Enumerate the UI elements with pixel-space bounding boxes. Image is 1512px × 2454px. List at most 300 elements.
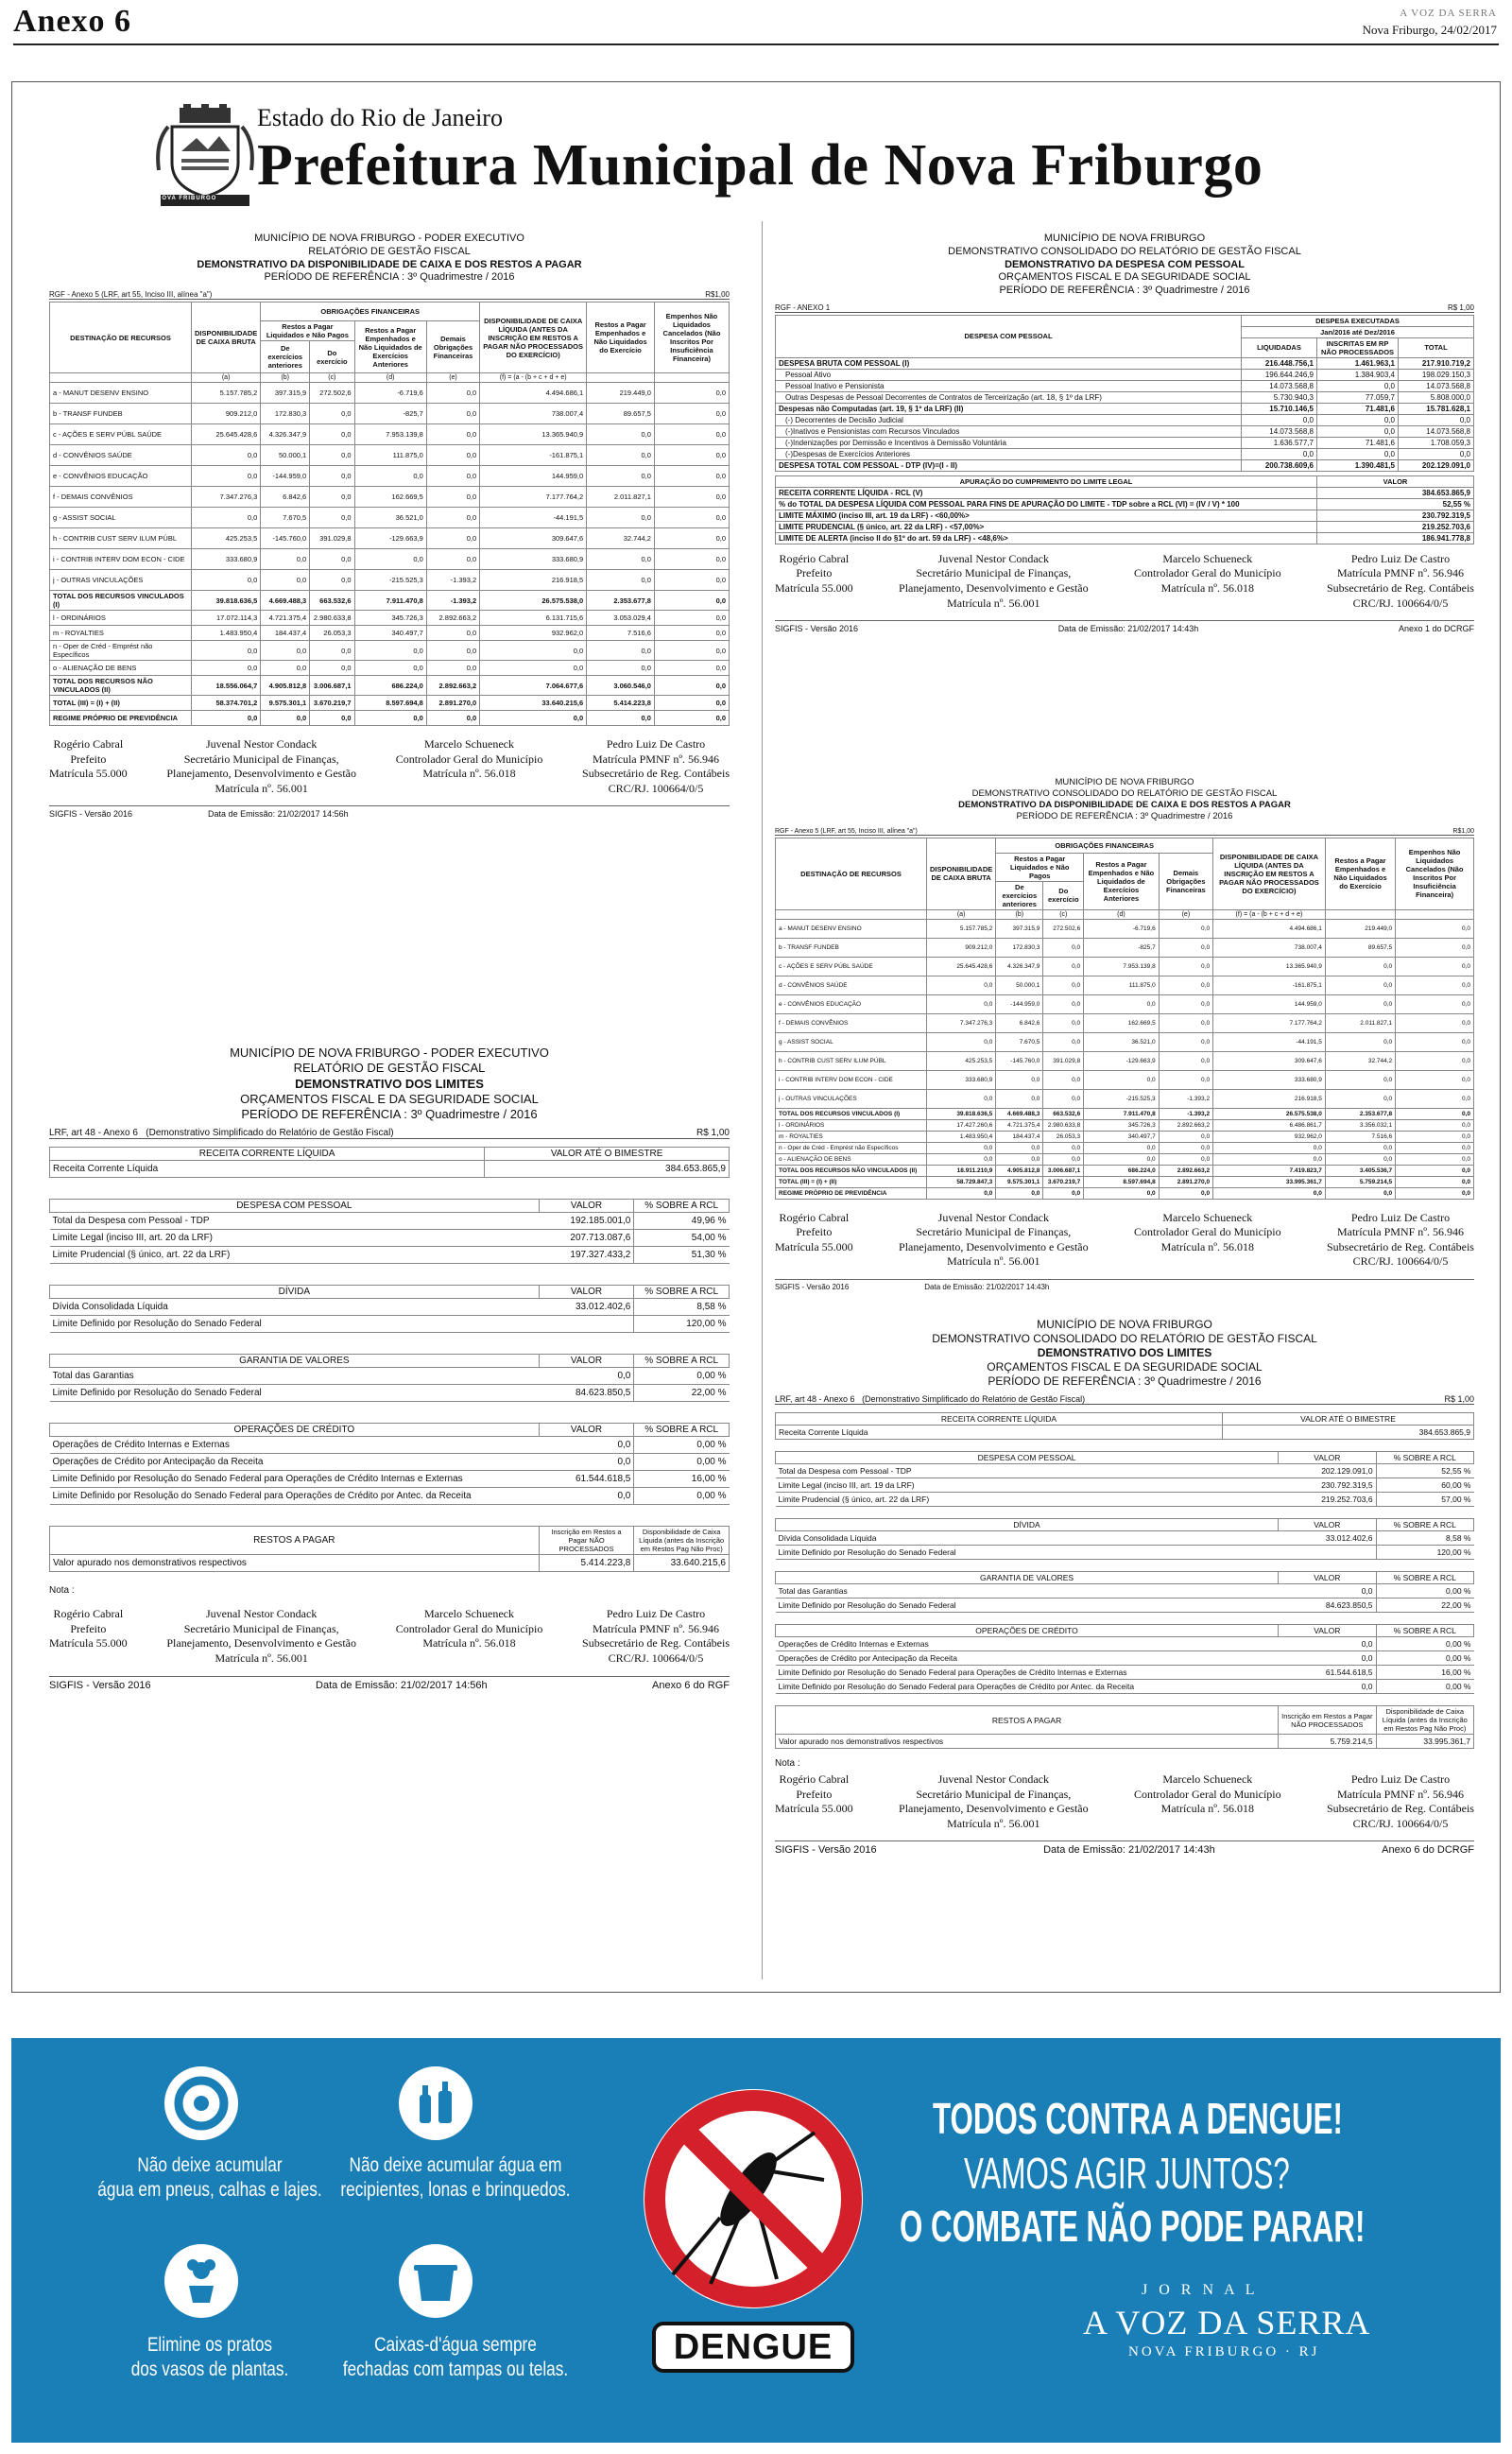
jornal-label: J O R N A L bbox=[1142, 2282, 1259, 2298]
cell-value: 0,0 bbox=[261, 570, 310, 591]
table-row bbox=[776, 369, 1474, 380]
cell-value: 2.980.633,8 bbox=[310, 611, 354, 626]
header-row bbox=[50, 1355, 730, 1368]
slogan-line-1: TODOS CONTRA A DENGUE! bbox=[933, 2094, 1343, 2143]
col-header: DESPESA COM PESSOAL bbox=[776, 1452, 1279, 1464]
cell-value: 61.544.618,5 bbox=[539, 1471, 634, 1488]
cell-value: 909.212,0 bbox=[927, 938, 996, 957]
letter-cell: (c) bbox=[1043, 909, 1084, 919]
cell-value: 4.721.375,4 bbox=[261, 611, 310, 626]
signature-secretario: Juvenal Nestor Condack Secretário Municipal de Finanças, Planejamento, Desenvolvimento e Gestão Matrícula nº. 56.001 bbox=[166, 1607, 356, 1666]
cell-value: 7.516,6 bbox=[587, 626, 655, 641]
cell-value: 4.669.488,3 bbox=[261, 591, 310, 611]
footer-emission-date: Data de Emissão: 21/02/2017 14:56h bbox=[316, 1679, 488, 1691]
row-label: Despesas não Computadas (art. 19, § 1º da LRF) (II) bbox=[776, 403, 1242, 414]
header-row bbox=[776, 1572, 1474, 1584]
col-header: Empenhos Não Liquidados Cancelados (Não Inscritos Por Insuficiência Financeira) bbox=[654, 302, 729, 373]
cell-value: 0,0 bbox=[1396, 1032, 1474, 1051]
table-row bbox=[50, 1471, 730, 1488]
cell-value: 111.875,0 bbox=[1084, 976, 1160, 994]
signature-controlador: Marcelo Schueneck Controlador Geral do Município Matrícula nº. 56.018 bbox=[1134, 1210, 1281, 1253]
col-header: Restos a Pagar Empenhados e Não Liquidados do Exercício bbox=[587, 302, 655, 373]
cell-value: 397.315,9 bbox=[261, 383, 310, 404]
row-label: Limite Prudencial (§ único, art. 22 da LRF) bbox=[50, 1247, 540, 1264]
cell-value: 0,0 bbox=[654, 611, 729, 626]
cell-value: 0,0 bbox=[1159, 1153, 1212, 1165]
cell-value: 0,0 bbox=[1159, 1051, 1212, 1070]
cell-value: 1.390.481,5 bbox=[1317, 459, 1399, 471]
cell-value: 0,0 bbox=[1084, 1070, 1160, 1089]
cell-value: 0,00 % bbox=[1376, 1637, 1473, 1651]
cell-value: 52,55 % bbox=[1317, 498, 1474, 510]
cell-value: 0,0 bbox=[480, 711, 587, 726]
row-label: d - CONVÊNIOS SAÚDE bbox=[50, 445, 192, 466]
cell-value: 216.448.756,1 bbox=[1242, 357, 1317, 369]
cell-value: -44.191,5 bbox=[480, 508, 587, 528]
note-label: Nota : bbox=[49, 1585, 75, 1597]
cell-value: -825,7 bbox=[1084, 938, 1160, 957]
col-header: VALOR bbox=[539, 1200, 634, 1213]
col-header: Jan/2016 até Dez/2016 bbox=[1242, 326, 1474, 337]
cell-value: 0,0 bbox=[1396, 1176, 1474, 1187]
row-label: h - CONTRIB CUST SERV ILUM PÚBL bbox=[50, 528, 192, 549]
table-row bbox=[776, 1089, 1474, 1108]
cell-value: 9.575.301,1 bbox=[996, 1176, 1043, 1187]
header-line: MUNICÍPIO DE NOVA FRIBURGO bbox=[1043, 233, 1206, 244]
restos-table bbox=[775, 1705, 1474, 1749]
cell-value: 384.653.865,9 bbox=[1317, 487, 1474, 498]
cell-value: 0,0 bbox=[1396, 1165, 1474, 1176]
cell-value: 219.252.703,6 bbox=[1317, 521, 1474, 532]
row-label: Operações de Crédito Internas e Externas bbox=[776, 1637, 1279, 1651]
bottles-icon bbox=[399, 2066, 472, 2140]
col-header: Restos a Pagar Empenhados e Não Liquidados do Exercício bbox=[1325, 838, 1395, 909]
signature-contador: Pedro Luiz De Castro Matrícula PMNF nº. 56.946 Subsecretário de Reg. Contábeis CRC/RJ. 100664/0/5 bbox=[1327, 1772, 1474, 1830]
cell-value: 0,0 bbox=[539, 1454, 634, 1471]
footer-emission-date: Data de Emissão: 21/02/2017 14:43h bbox=[1043, 1844, 1215, 1857]
table-row bbox=[776, 459, 1474, 471]
cell-value: 0,0 bbox=[1043, 1142, 1084, 1153]
col-header: RESTOS A PAGAR bbox=[776, 1706, 1279, 1735]
newspaper-date: Nova Friburgo, 24/02/2017 bbox=[1362, 23, 1497, 37]
cell-value: 120,00 % bbox=[1376, 1546, 1473, 1560]
row-label: % do TOTAL DA DESPESA LÍQUIDA COM PESSOAL PARA FINS DE APURAÇÃO DO LIMITE - TDP sobre a RCL (VI) = (IV / V) * 100 bbox=[776, 498, 1317, 510]
header-line: ORÇAMENTOS FISCAL E DA SEGURIDADE SOCIAL bbox=[987, 1360, 1263, 1374]
signature-prefeito: Rogério Cabral Prefeito Matrícula 55.000 bbox=[775, 1772, 853, 1816]
table-row bbox=[776, 1108, 1474, 1119]
col-header: Demais Obrigações Financeiras bbox=[1159, 853, 1212, 909]
cell-value: 1.636.577,7 bbox=[1242, 437, 1317, 448]
cell-value: 391.029,8 bbox=[310, 528, 354, 549]
currency-unit: R$ 1,00 bbox=[696, 1128, 730, 1139]
col-header: VALOR bbox=[1317, 475, 1474, 487]
cell-value: 0,0 bbox=[1159, 1187, 1212, 1199]
header-row bbox=[776, 1706, 1474, 1735]
cell-value bbox=[1279, 1546, 1376, 1560]
header-line: MUNICÍPIO DE NOVA FRIBURGO - PODER EXECUTIVO bbox=[230, 1046, 549, 1060]
letter-cell bbox=[776, 909, 927, 919]
cell-value: 0,0 bbox=[654, 424, 729, 445]
cell-value: 230.792.319,5 bbox=[1279, 1478, 1376, 1493]
col-header: % SOBRE A RCL bbox=[634, 1424, 730, 1437]
cell-value: 340.497,7 bbox=[354, 626, 426, 641]
cell-value: 0,00 % bbox=[634, 1488, 730, 1505]
water-tank-icon bbox=[399, 2244, 472, 2318]
cell-value: 219.449,0 bbox=[587, 383, 655, 404]
dengue-campaign-banner bbox=[11, 2038, 1501, 2443]
col-header: VALOR bbox=[1279, 1519, 1376, 1531]
row-label: Limite Definido por Resolução do Senado Federal para Operações de Crédito por Antec. da Receita bbox=[776, 1680, 1279, 1694]
cell-value: 0,0 bbox=[587, 424, 655, 445]
cell-value: -144.959,0 bbox=[261, 466, 310, 487]
cell-value: 217.910.719,2 bbox=[1399, 357, 1474, 369]
cell-value: 0,0 bbox=[192, 445, 261, 466]
cell-value: 0,0 bbox=[426, 383, 479, 404]
cell-value: 33.995.361,7 bbox=[1376, 1735, 1473, 1749]
header-line: PERÍODO DE REFERÊNCIA : 3º Quadrimestre / 2016 bbox=[999, 285, 1250, 296]
cell-value: 0,0 bbox=[1279, 1680, 1376, 1694]
row-label: f - DEMAIS CONVÊNIOS bbox=[50, 487, 192, 508]
cell-value: 309.647,6 bbox=[1213, 1051, 1326, 1070]
letter-cell: (b) bbox=[261, 373, 310, 383]
cell-value: 7.911.470,8 bbox=[354, 591, 426, 611]
signature-secretario: Juvenal Nestor Condack Secretário Municipal de Finanças, Planejamento, Desenvolvimento e Gestão Matrícula nº. 56.001 bbox=[899, 551, 1089, 610]
cell-value: 0,0 bbox=[310, 549, 354, 570]
col-header: Inscrição em Restos a Pagar NÃO PROCESSADOS bbox=[539, 1527, 634, 1555]
table-row bbox=[50, 528, 730, 549]
restos-table bbox=[49, 1526, 730, 1572]
cell-value: -1.393,2 bbox=[426, 570, 479, 591]
header-line: MUNICÍPIO DE NOVA FRIBURGO bbox=[1055, 777, 1194, 787]
cell-value: 184.437,4 bbox=[261, 626, 310, 641]
cell-value: 61.544.618,5 bbox=[1279, 1666, 1376, 1680]
cell-value: -6.719,6 bbox=[1084, 919, 1160, 938]
cell-value: 686.224,0 bbox=[354, 676, 426, 696]
cell-value: 738.007,4 bbox=[480, 404, 587, 424]
cell-value: 0,0 bbox=[927, 1187, 996, 1199]
cell-value: 52,55 % bbox=[1376, 1464, 1473, 1478]
cell-value: 0,0 bbox=[1317, 448, 1399, 459]
col-header: % SOBRE A RCL bbox=[634, 1355, 730, 1368]
slogan-line-2: VAMOS AGIR JUNTOS? bbox=[964, 2149, 1290, 2198]
col-header: % SOBRE A RCL bbox=[634, 1286, 730, 1299]
signatures bbox=[49, 737, 730, 796]
cell-value: 0,0 bbox=[1396, 1119, 1474, 1131]
row-label: Total das Garantias bbox=[776, 1584, 1279, 1599]
cell-value bbox=[539, 1316, 634, 1333]
header-line: DEMONSTRATIVO DA DISPONIBILIDADE DE CAIXA E DOS RESTOS A PAGAR bbox=[958, 799, 1291, 810]
cell-value: 0,0 bbox=[1159, 976, 1212, 994]
cell-value: 33.640.215,6 bbox=[634, 1555, 730, 1572]
cell-value: 26.575.538,0 bbox=[480, 591, 587, 611]
cell-value: 0,0 bbox=[1396, 1089, 1474, 1108]
cell-value: 0,0 bbox=[1325, 1153, 1395, 1165]
cell-value: 0,0 bbox=[996, 1070, 1043, 1089]
col-header: RECEITA CORRENTE LÍQUIDA bbox=[776, 1413, 1223, 1426]
cell-value: 0,0 bbox=[996, 1089, 1043, 1108]
column-divider bbox=[762, 221, 763, 1979]
cell-value: 0,0 bbox=[1159, 1032, 1212, 1051]
cell-value: 0,0 bbox=[539, 1488, 634, 1505]
cell-value: 0,0 bbox=[654, 641, 729, 661]
report-reference: LRF, art 48 - Anexo 6 bbox=[49, 1128, 138, 1139]
slogan-line-3: O COMBATE NÃO PODE PARAR! bbox=[900, 2202, 1366, 2251]
letter-cell: (d) bbox=[354, 373, 426, 383]
cell-value: 0,0 bbox=[192, 661, 261, 676]
row-label: a - MANUT DESENV ENSINO bbox=[50, 383, 192, 404]
cell-value: -144.959,0 bbox=[996, 994, 1043, 1013]
cell-value: 0,0 bbox=[996, 1187, 1043, 1199]
cell-value: 50.000,1 bbox=[261, 445, 310, 466]
tire-icon bbox=[164, 2066, 238, 2140]
col-header: DESPESA EXECUTADAS bbox=[1242, 315, 1474, 326]
cell-value: -1.393,2 bbox=[426, 591, 479, 611]
cell-value: 0,0 bbox=[310, 570, 354, 591]
cell-value: 391.029,8 bbox=[1043, 1051, 1084, 1070]
cell-value: 33.640.215,6 bbox=[480, 696, 587, 711]
cell-value: -129.663,9 bbox=[1084, 1051, 1160, 1070]
cell-value: -161.875,1 bbox=[480, 445, 587, 466]
cell-value: 0,0 bbox=[426, 404, 479, 424]
signatures bbox=[49, 1607, 730, 1666]
row-label: f - DEMAIS CONVÊNIOS bbox=[776, 1013, 927, 1032]
table-row bbox=[776, 1153, 1474, 1165]
row-label: Total da Despesa com Pessoal - TDP bbox=[776, 1464, 1279, 1478]
row-label: o - ALIENAÇÃO DE BENS bbox=[776, 1153, 927, 1165]
cell-value: 6.131.715,6 bbox=[480, 611, 587, 626]
col-header: Do exercício bbox=[1043, 881, 1084, 909]
cell-value: 1.483.950,4 bbox=[192, 626, 261, 641]
cell-value: 0,0 bbox=[1279, 1637, 1376, 1651]
row-label: Operações de Crédito por Antecipação da Receita bbox=[776, 1651, 1279, 1666]
cell-value: 2.892.663,2 bbox=[1159, 1119, 1212, 1131]
cell-value: 0,0 bbox=[1159, 1070, 1212, 1089]
signature-contador: Pedro Luiz De Castro Matrícula PMNF nº. 56.946 Subsecretário de Reg. Contábeis CRC/RJ. 100664/0/5 bbox=[1327, 1210, 1474, 1269]
footer-annex: Anexo 6 do DCRGF bbox=[1382, 1844, 1474, 1857]
cell-value: 33.012.402,6 bbox=[1279, 1531, 1376, 1546]
cell-value: 1.461.963,1 bbox=[1317, 357, 1399, 369]
dengue-label: DENGUE bbox=[673, 2327, 833, 2367]
col-group-header: OBRIGAÇÕES FINANCEIRAS bbox=[261, 302, 480, 321]
row-label: c - AÇÕES E SERV PÚBL SAÚDE bbox=[776, 957, 927, 976]
cell-value: 0,0 bbox=[1043, 957, 1084, 976]
cell-value: 0,0 bbox=[310, 641, 354, 661]
cell-value: -145.760,0 bbox=[261, 528, 310, 549]
table-row bbox=[50, 626, 730, 641]
cell-value: 397.315,9 bbox=[996, 919, 1043, 938]
newspaper-city: NOVA FRIBURGO · RJ bbox=[1128, 2344, 1320, 2359]
section-table bbox=[775, 1451, 1474, 1507]
newspaper-name: A VOZ DA SERRA bbox=[1400, 8, 1497, 19]
table-row bbox=[50, 661, 730, 676]
row-label: DESPESA BRUTA COM PESSOAL (I) bbox=[776, 357, 1242, 369]
cell-value: 77.059,7 bbox=[1317, 391, 1399, 403]
crest-ribbon-text: NOVA FRIBURGO bbox=[157, 196, 217, 201]
row-label: Pessoal Ativo bbox=[776, 369, 1242, 380]
tip-tires: Não deixe acumular água em pneus, calhas e lajes. bbox=[97, 2154, 322, 2202]
cell-value: 0,0 bbox=[1317, 425, 1399, 437]
cell-value: 2.892.663,2 bbox=[1159, 1165, 1212, 1176]
cell-value: 0,0 bbox=[1159, 994, 1212, 1013]
cell-value: 196.644.246,9 bbox=[1242, 369, 1317, 380]
report-subtitle: (Demonstrativo Simplificado do Relatório de Gestão Fiscal) bbox=[146, 1128, 394, 1139]
caixa-table bbox=[49, 302, 730, 726]
cell-value: 7.670,5 bbox=[996, 1032, 1043, 1051]
row-label: l - ORDINÁRIOS bbox=[50, 611, 192, 626]
col-header: VALOR bbox=[1279, 1572, 1376, 1584]
cell-value: 71.481,6 bbox=[1317, 437, 1399, 448]
cell-value: 32.744,2 bbox=[587, 528, 655, 549]
newspaper-logo: A VOZ DA SERRA bbox=[1083, 2304, 1371, 2342]
cell-value: 5.414.223,8 bbox=[587, 696, 655, 711]
caixa-consolidado-table bbox=[775, 838, 1474, 1200]
cell-value: 425.253,5 bbox=[192, 528, 261, 549]
report-reference: RGF - ANEXO 1 bbox=[775, 302, 831, 312]
header-line: MUNICÍPIO DE NOVA FRIBURGO bbox=[1037, 1318, 1212, 1331]
header-line: DEMONSTRATIVO DOS LIMITES bbox=[295, 1076, 484, 1091]
report-reference: RGF - Anexo 5 (LRF, art 55, Inciso III, alínea "a") bbox=[49, 290, 213, 299]
cell-value: 0,0 bbox=[1213, 1142, 1326, 1153]
cell-value: 60,00 % bbox=[1376, 1478, 1473, 1493]
row-label: Limite Definido por Resolução do Senado Federal bbox=[776, 1599, 1279, 1613]
cell-value: 0,0 bbox=[1325, 1032, 1395, 1051]
table-row bbox=[776, 1032, 1474, 1051]
row-label: Total das Garantias bbox=[50, 1368, 540, 1385]
cell-value: 0,0 bbox=[654, 404, 729, 424]
cell-value: 738.007,4 bbox=[1213, 938, 1326, 957]
cell-value: 13.365.940,9 bbox=[480, 424, 587, 445]
header-line: DEMONSTRATIVO DOS LIMITES bbox=[1037, 1346, 1212, 1359]
cell-value: 0,0 bbox=[587, 549, 655, 570]
cell-value: 0,0 bbox=[426, 487, 479, 508]
col-header: RESTOS A PAGAR bbox=[50, 1527, 540, 1555]
section-table bbox=[775, 1624, 1474, 1694]
cell-value: 345.726,3 bbox=[1084, 1119, 1160, 1131]
table-row bbox=[776, 380, 1474, 391]
table-row bbox=[776, 425, 1474, 437]
cell-value: 0,0 bbox=[310, 711, 354, 726]
report-subtitle: (Demonstrativo Simplificado do Relatório de Gestão Fiscal) bbox=[862, 1394, 1086, 1404]
cell-value: 144.959,0 bbox=[480, 466, 587, 487]
cell-value: 0,0 bbox=[539, 1437, 634, 1454]
panel-despesa-pessoal bbox=[775, 233, 1474, 633]
cell-value: 0,0 bbox=[1084, 994, 1160, 1013]
col-header: DISPONIBILIDADE DE CAIXA BRUTA bbox=[192, 302, 261, 373]
footer-version: SIGFIS - Versão 2016 bbox=[49, 1679, 151, 1691]
table-row bbox=[776, 1131, 1474, 1142]
table-row bbox=[50, 383, 730, 404]
cell-value: 0,0 bbox=[480, 641, 587, 661]
cell-value: 0,0 bbox=[1396, 1187, 1474, 1199]
cell-value: 3.356.032,1 bbox=[1325, 1119, 1395, 1131]
footer-emission-date: Data de Emissão: 21/02/2017 14:43h bbox=[1057, 624, 1199, 634]
cell-value: 0,0 bbox=[1317, 380, 1399, 391]
table-row bbox=[776, 1464, 1474, 1478]
signature-prefeito: Rogério Cabral Prefeito Matrícula 55.000 bbox=[775, 1210, 853, 1253]
cell-value: 0,0 bbox=[192, 641, 261, 661]
cell-value: 0,0 bbox=[1396, 1070, 1474, 1089]
cell-value: 663.532,6 bbox=[310, 591, 354, 611]
cell-value: 0,0 bbox=[1043, 1089, 1084, 1108]
tip-containers: Não deixe acumular água em recipientes, lonas e brinquedos. bbox=[340, 2154, 571, 2202]
cell-value: 272.502,6 bbox=[310, 383, 354, 404]
row-label: REGIME PRÓPRIO DE PREVIDÊNCIA bbox=[776, 1187, 927, 1199]
cell-value: 200.738.609,6 bbox=[1242, 459, 1317, 471]
cell-value: 0,0 bbox=[654, 570, 729, 591]
header-row bbox=[50, 1148, 730, 1161]
row-label: Operações de Crédito por Antecipação da Receita bbox=[50, 1454, 540, 1471]
letter-cell: (d) bbox=[1084, 909, 1160, 919]
table-row bbox=[50, 1437, 730, 1454]
table-row bbox=[776, 938, 1474, 957]
signature-secretario: Juvenal Nestor Condack Secretário Municipal de Finanças, Planejamento, Desenvolvimento e Gestão Matrícula nº. 56.001 bbox=[166, 737, 356, 795]
row-label: TOTAL (III) = (I) + (II) bbox=[50, 696, 192, 711]
cell-value: 1.483.950,4 bbox=[927, 1131, 996, 1142]
table-row bbox=[50, 487, 730, 508]
cell-value: 84.623.850,5 bbox=[539, 1385, 634, 1402]
cell-value: 3.006.687,1 bbox=[310, 676, 354, 696]
cell-value: 0,0 bbox=[654, 383, 729, 404]
cell-value: 0,0 bbox=[654, 676, 729, 696]
signature-prefeito: Rogério Cabral Prefeito Matrícula 55.000 bbox=[775, 551, 853, 595]
cell-value: 0,0 bbox=[1396, 1013, 1474, 1032]
cell-value: 89.657,5 bbox=[587, 404, 655, 424]
col-group-header: Restos a Pagar Liquidados e Não Pagos bbox=[261, 321, 354, 341]
col-header: RECEITA CORRENTE LÍQUIDA bbox=[50, 1148, 485, 1161]
row-label: LIMITE MÁXIMO (inciso III, art. 19 da LRF) - <60,00%> bbox=[776, 510, 1317, 521]
signature-secretario: Juvenal Nestor Condack Secretário Municipal de Finanças, Planejamento, Desenvolvimento e Gestão Matrícula nº. 56.001 bbox=[899, 1210, 1089, 1269]
signatures bbox=[775, 1211, 1474, 1270]
cell-value: 7.177.764,2 bbox=[1213, 1013, 1326, 1032]
rcl-table bbox=[775, 1412, 1474, 1440]
table-row bbox=[776, 1680, 1474, 1694]
cell-value: 0,0 bbox=[310, 404, 354, 424]
cell-value: 58.374.701,2 bbox=[192, 696, 261, 711]
col-header: DÍVIDA bbox=[50, 1286, 540, 1299]
table-row bbox=[776, 919, 1474, 938]
cell-value: 16,00 % bbox=[1376, 1666, 1473, 1680]
header-row bbox=[50, 1200, 730, 1213]
cell-value: 7.347.276,3 bbox=[927, 1013, 996, 1032]
cell-value: 192.185.001,0 bbox=[539, 1213, 634, 1230]
footer-emission-date: Data de Emissão: 21/02/2017 14:56h bbox=[208, 809, 349, 820]
cell-value: 5.730.940,3 bbox=[1242, 391, 1317, 403]
table-row bbox=[50, 611, 730, 626]
cell-value: 18.911.210,9 bbox=[927, 1165, 996, 1176]
section-table bbox=[49, 1285, 730, 1333]
cell-value: 0,0 bbox=[261, 661, 310, 676]
cell-value: 26.053,3 bbox=[1043, 1131, 1084, 1142]
row-label: Outras Despesas de Pessoal Decorrentes de Contratos de Terceirização (art. 18, § 1º da LRF) bbox=[776, 391, 1242, 403]
cell-value: -6.719,6 bbox=[354, 383, 426, 404]
panel-header bbox=[49, 233, 730, 285]
cell-value: 1.384.903,4 bbox=[1317, 369, 1399, 380]
footer-version: SIGFIS - Versão 2016 bbox=[775, 1282, 850, 1291]
cell-value: 186.941.778,8 bbox=[1317, 532, 1474, 544]
row-label: Operações de Crédito Internas e Externas bbox=[50, 1437, 540, 1454]
col-header: APURAÇÃO DO CUMPRIMENTO DO LIMITE LEGAL bbox=[776, 475, 1317, 487]
table-row bbox=[776, 532, 1474, 544]
panel-demonstrativo-limites bbox=[49, 1046, 730, 1691]
signature-contador: Pedro Luiz De Castro Matrícula PMNF nº. 56.946 Subsecretário de Reg. Contábeis CRC/RJ. 100664/0/5 bbox=[582, 737, 730, 795]
cell-value: -44.191,5 bbox=[1213, 1032, 1326, 1051]
currency-unit: R$ 1,00 bbox=[1447, 302, 1474, 312]
cell-value: 0,0 bbox=[426, 424, 479, 445]
table-row bbox=[50, 1247, 730, 1264]
cell-value: 198.029.150,3 bbox=[1399, 369, 1474, 380]
cell-value: 49,96 % bbox=[634, 1213, 730, 1230]
cell-value: 686.224,0 bbox=[1084, 1165, 1160, 1176]
